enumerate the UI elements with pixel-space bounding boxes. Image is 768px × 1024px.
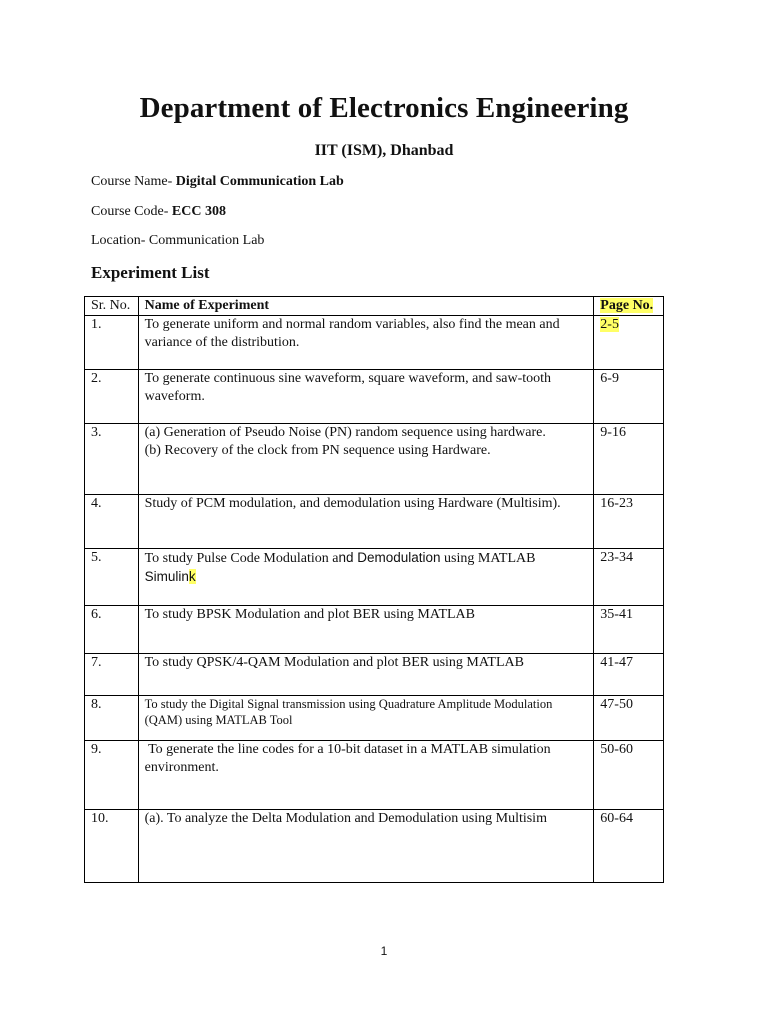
- course-code-line: [91, 204, 226, 220]
- experiment-list-heading: Experiment List: [91, 263, 210, 282]
- row-page: 50-60: [594, 741, 664, 810]
- row-experiment: [138, 549, 594, 606]
- row-page: [594, 316, 664, 370]
- row-experiment: To study the Digital Signal transmission using Quadrature Amplitude Modulation (QAM) using MATLAB Tool: [138, 696, 594, 741]
- row-sr: 10.: [85, 810, 139, 883]
- table-row: [85, 696, 664, 741]
- row-sr: 7.: [85, 654, 139, 696]
- location-label: Location-: [91, 233, 149, 248]
- header-page-no: [594, 297, 664, 316]
- course-code-label: Course Code-: [91, 204, 172, 219]
- table-row: [85, 370, 664, 424]
- table-row: [85, 606, 664, 654]
- row-sr: 6.: [85, 606, 139, 654]
- institute-name: IIT (ISM), Dhanbad: [314, 142, 454, 159]
- course-code-value: ECC 308: [171, 204, 226, 219]
- row-experiment: To study BPSK Modulation and plot BER using MATLAB: [138, 606, 594, 654]
- row-page: 47-50: [594, 696, 664, 741]
- location-line: [91, 233, 264, 249]
- row-sr: 2.: [85, 370, 139, 424]
- row-sr: 1.: [85, 316, 139, 370]
- row-experiment-text-4: Simulin: [144, 569, 189, 584]
- row-experiment: (a). To analyze the Delta Modulation and Demodulation using Multisim: [138, 810, 594, 883]
- table-row: [85, 424, 664, 495]
- row-experiment-text-3: using MATLAB: [440, 551, 536, 566]
- row-experiment-text-2: nd Demodulation: [338, 550, 441, 565]
- row-sr: 5.: [85, 549, 139, 606]
- row-experiment-part-a: (a) Generation of Pseudo Noise (PN) random sequence using hardware.: [144, 425, 546, 440]
- row-sr: 4.: [85, 495, 139, 549]
- row-experiment-text-highlight: k: [188, 569, 196, 584]
- row-page: 16-23: [594, 495, 664, 549]
- table-row: [85, 316, 664, 370]
- table-row: [85, 495, 664, 549]
- row-page: 23-34: [594, 549, 664, 606]
- table-row: [85, 810, 664, 883]
- row-experiment-text-1: To study Pulse Code Modulation a: [144, 551, 339, 566]
- row-page: 9-16: [594, 424, 664, 495]
- page-number: 1: [380, 944, 388, 958]
- row-page: 6-9: [594, 370, 664, 424]
- experiment-table: [84, 296, 664, 883]
- page-title: Department of Electronics Engineering: [139, 92, 629, 124]
- row-sr: 9.: [85, 741, 139, 810]
- row-experiment: Study of PCM modulation, and demodulation using Hardware (Multisim).: [138, 495, 594, 549]
- row-sr: 8.: [85, 696, 139, 741]
- row-page-highlight: 2-5: [600, 317, 619, 332]
- row-sr: 3.: [85, 424, 139, 495]
- table-row: [85, 741, 664, 810]
- table-header-row: [85, 297, 664, 316]
- row-page: 60-64: [594, 810, 664, 883]
- location-value: Communication Lab: [148, 233, 265, 248]
- row-experiment: To study QPSK/4-QAM Modulation and plot BER using MATLAB: [138, 654, 594, 696]
- header-experiment-name: Name of Experiment: [138, 297, 594, 316]
- row-page: 41-47: [594, 654, 664, 696]
- row-experiment-part-b: (b) Recovery of the clock from PN sequence using Hardware.: [144, 443, 491, 458]
- table-row: [85, 549, 664, 606]
- course-name-label: Course Name-: [91, 174, 176, 189]
- header-sr-no: Sr. No.: [85, 297, 139, 316]
- row-experiment: To generate the line codes for a 10-bit dataset in a MATLAB simulation environment.: [138, 741, 594, 810]
- row-experiment: To generate continuous sine waveform, square waveform, and saw-tooth waveform.: [138, 370, 594, 424]
- row-experiment: To generate uniform and normal random variables, also find the mean and variance of the distribution.: [138, 316, 594, 370]
- course-name-value: Digital Communication Lab: [175, 174, 344, 189]
- row-experiment: [138, 424, 594, 495]
- table-row: [85, 654, 664, 696]
- header-page-no-label: Page No.: [600, 298, 654, 313]
- course-name-line: [91, 174, 344, 190]
- row-page: 35-41: [594, 606, 664, 654]
